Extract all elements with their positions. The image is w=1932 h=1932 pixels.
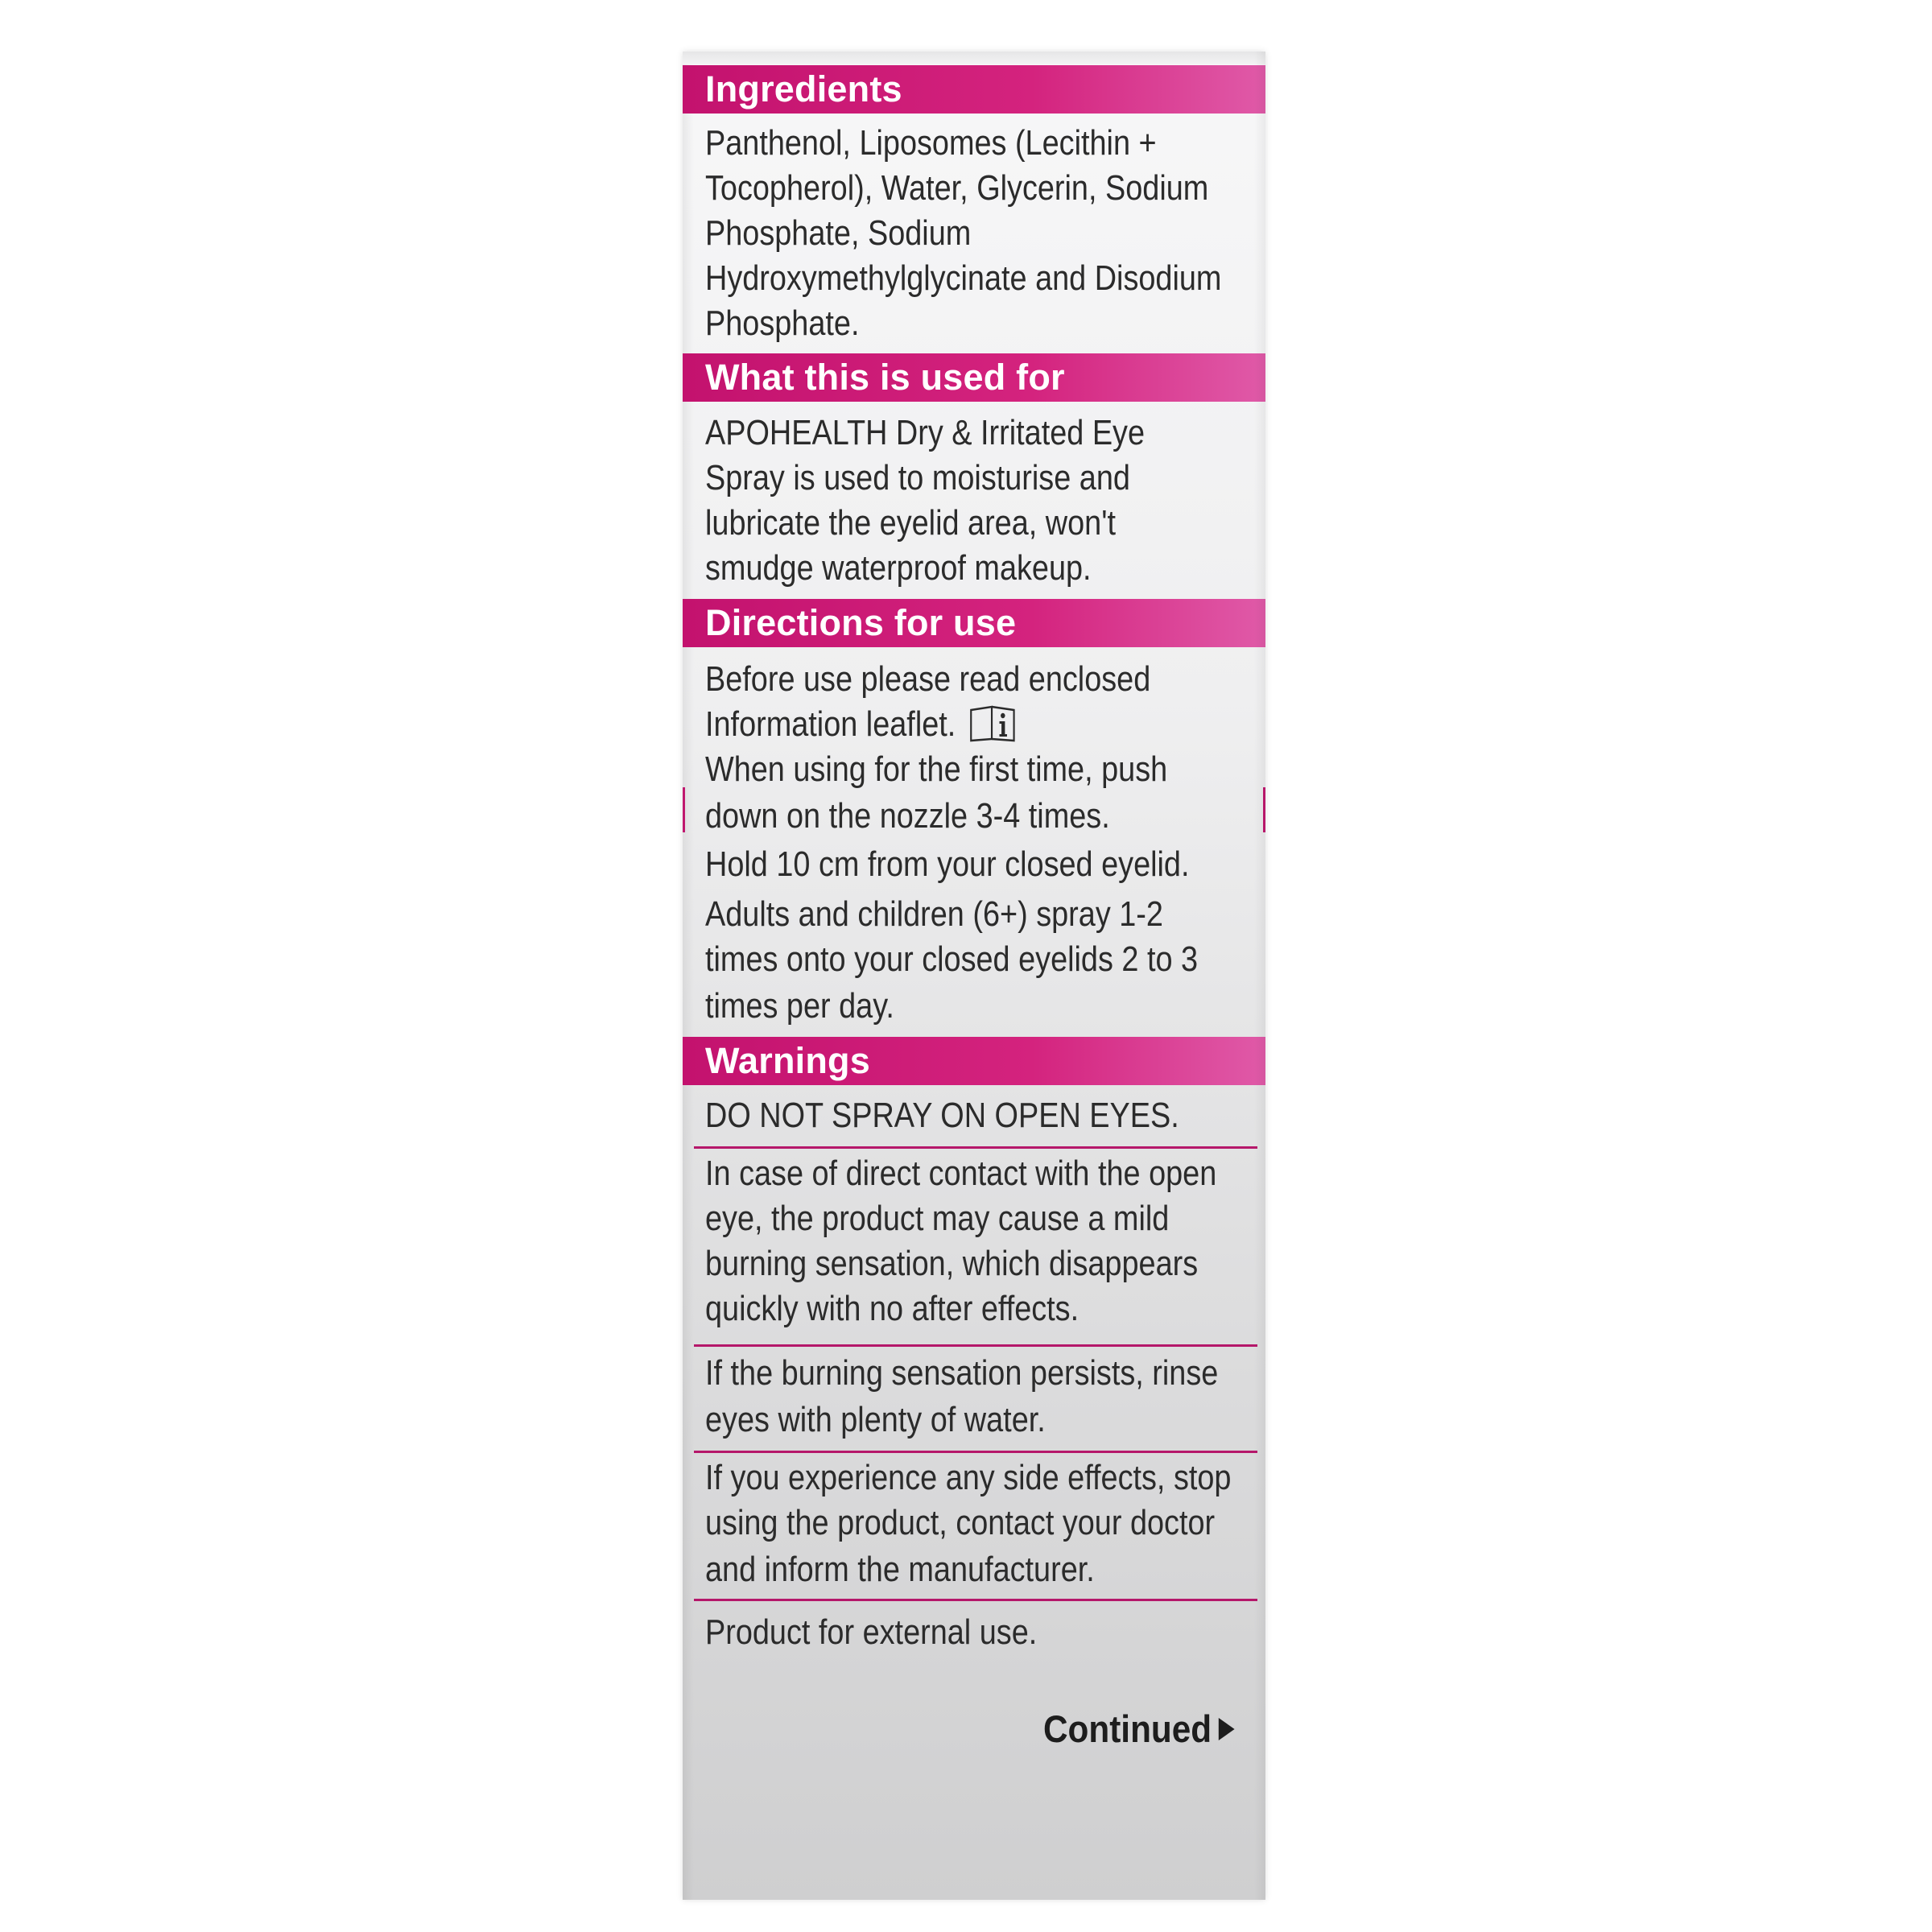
warnings-line: If you experience any side effects, stop <box>705 1458 1232 1497</box>
warnings-heading: Warnings <box>683 1037 1265 1085</box>
directions-line: down on the nozzle 3-4 times. <box>705 796 1110 836</box>
uses-line: APOHEALTH Dry & Irritated Eye <box>705 413 1146 452</box>
ingredients-line: Hydroxymethylglycinate and Disodium <box>705 258 1222 298</box>
directions-line-with-icon <box>705 702 1183 747</box>
directions-heading: Directions for use <box>683 599 1265 647</box>
leaflet-info-icon <box>968 705 1017 742</box>
directions-line: Information leaflet. <box>705 704 956 744</box>
ingredients-line: Tocopherol), Water, Glycerin, Sodium <box>705 168 1209 208</box>
uses-heading: What this is used for <box>683 353 1265 402</box>
warnings-line: eyes with plenty of water. <box>705 1400 1046 1439</box>
warnings-line: quickly with no after effects. <box>705 1289 1080 1328</box>
warnings-line: burning sensation, which disappears <box>705 1244 1199 1283</box>
ingredients-line: Panthenol, Liposomes (Lecithin + <box>705 123 1157 163</box>
uses-line: Spray is used to moisturise and <box>705 458 1130 497</box>
product-box-side-panel <box>683 52 1265 1900</box>
directions-line: times per day. <box>705 986 894 1026</box>
warnings-line: and inform the manufacturer. <box>705 1550 1095 1589</box>
warnings-divider <box>694 1451 1257 1453</box>
continued-label-row <box>1043 1705 1235 1753</box>
ingredients-line: Phosphate, Sodium <box>705 213 972 253</box>
directions-line: times onto your closed eyelids 2 to 3 <box>705 939 1199 979</box>
directions-line: Before use please read enclosed <box>705 659 1151 699</box>
warnings-line: In case of direct contact with the open <box>705 1154 1217 1193</box>
warnings-divider <box>694 1344 1257 1347</box>
warnings-divider <box>694 1146 1257 1149</box>
fold-mark-right <box>1263 787 1265 832</box>
warnings-line: DO NOT SPRAY ON OPEN EYES. <box>705 1096 1179 1135</box>
directions-line: Adults and children (6+) spray 1-2 <box>705 894 1163 934</box>
ingredients-line: Phosphate. <box>705 303 860 343</box>
warnings-divider <box>694 1599 1257 1601</box>
directions-line: Hold 10 cm from your closed eyelid. <box>705 844 1190 884</box>
warnings-line: Product for external use. <box>705 1612 1038 1652</box>
directions-line: When using for the first time, push <box>705 749 1168 789</box>
warnings-line: If the burning sensation persists, rinse <box>705 1353 1219 1393</box>
fold-mark-left <box>683 787 685 832</box>
warnings-line: using the product, contact your doctor <box>705 1503 1216 1542</box>
continued-label: Continued <box>1043 1707 1212 1750</box>
box-top-edge <box>683 52 1265 64</box>
uses-line: smudge waterproof makeup. <box>705 548 1092 588</box>
warnings-line: eye, the product may cause a mild <box>705 1199 1170 1238</box>
play-arrow-icon <box>1219 1718 1235 1740</box>
ingredients-heading: Ingredients <box>683 65 1265 114</box>
uses-line: lubricate the eyelid area, won't <box>705 503 1116 543</box>
